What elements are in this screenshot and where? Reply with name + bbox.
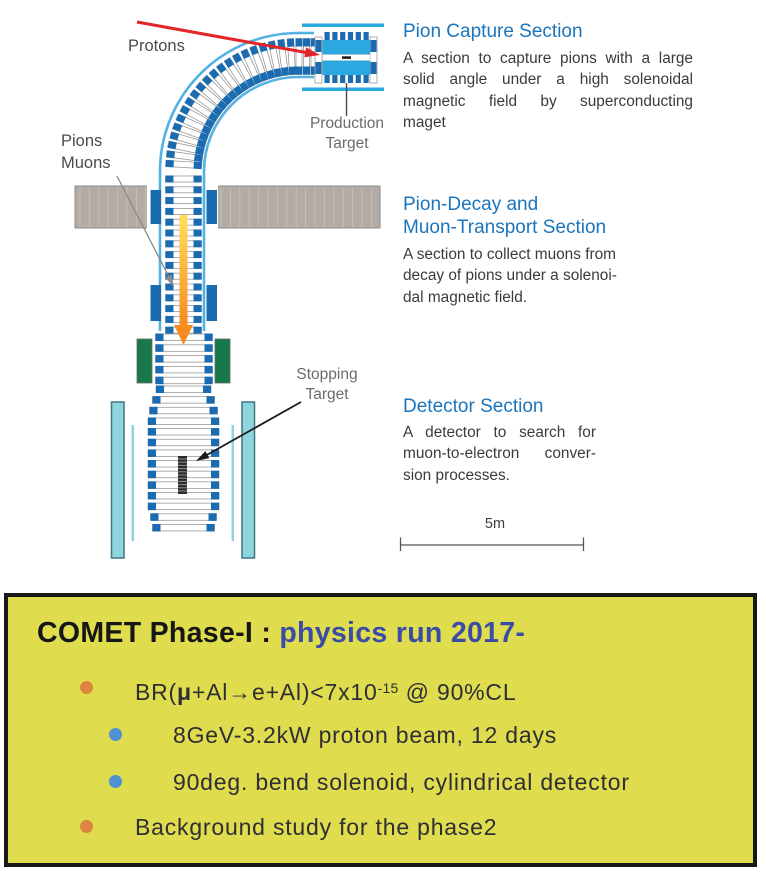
stopping-target xyxy=(178,456,187,494)
shielding-wall xyxy=(75,184,380,230)
bullet-text: 8GeV-3.2kW proton beam, 12 days xyxy=(173,722,558,748)
protons-label: Protons xyxy=(128,37,185,55)
section-heading-pion-capture: Pion Capture Section xyxy=(403,21,583,42)
section-body-detector: A detector to search for muon-to-electron conver- sion processes. xyxy=(403,424,596,484)
section-body-muon-transport: A section to collect muons from decay of pions under a solenoi- dal magnetic field. xyxy=(403,246,617,306)
production-target-label: Production Target xyxy=(309,115,385,152)
bullet-row-bend-solenoid xyxy=(8,767,753,797)
bullet-icon xyxy=(109,775,122,788)
bullet-icon xyxy=(80,681,93,694)
bullet-text: $BR(\mu+Al\to e+Al)<7x10^{-15}$ @ 90%CL xyxy=(135,679,517,705)
pions-muons-label xyxy=(61,131,111,174)
bullet-text: 90deg. bend solenoid, cylindrical detector xyxy=(173,769,630,795)
pions-label: Pions xyxy=(61,132,103,150)
bullet-row-background-study xyxy=(8,812,753,842)
summary-title xyxy=(37,617,525,650)
bullet-row-br-limit xyxy=(8,673,753,703)
scale-bar-label: 5m xyxy=(484,516,506,532)
section-body-pion-capture: A section to capture pions with a large solid angle under a high solenoidal magnetic field by superconducting maget xyxy=(403,50,693,132)
detector-solenoid xyxy=(148,334,219,532)
pion-capture-bend-solenoid xyxy=(166,39,318,170)
scale-bar xyxy=(400,538,584,552)
section-heading-detector: Detector Section xyxy=(403,396,544,417)
bullet-row-proton-beam xyxy=(8,720,753,750)
bullet-icon xyxy=(109,728,122,741)
section-heading-muon-transport: Pion-Decay and Muon-Transport Section xyxy=(403,194,607,238)
summary-box xyxy=(4,593,757,867)
muons-label: Muons xyxy=(61,153,111,172)
bullet-icon xyxy=(80,820,93,833)
summary-title-black: COMET Phase-I : xyxy=(37,617,280,649)
summary-title-blue: physics run 2017- xyxy=(279,617,526,649)
bullet-text: Background study for the phase2 xyxy=(135,814,498,840)
stopping-target-label: Stopping Target xyxy=(296,366,358,403)
